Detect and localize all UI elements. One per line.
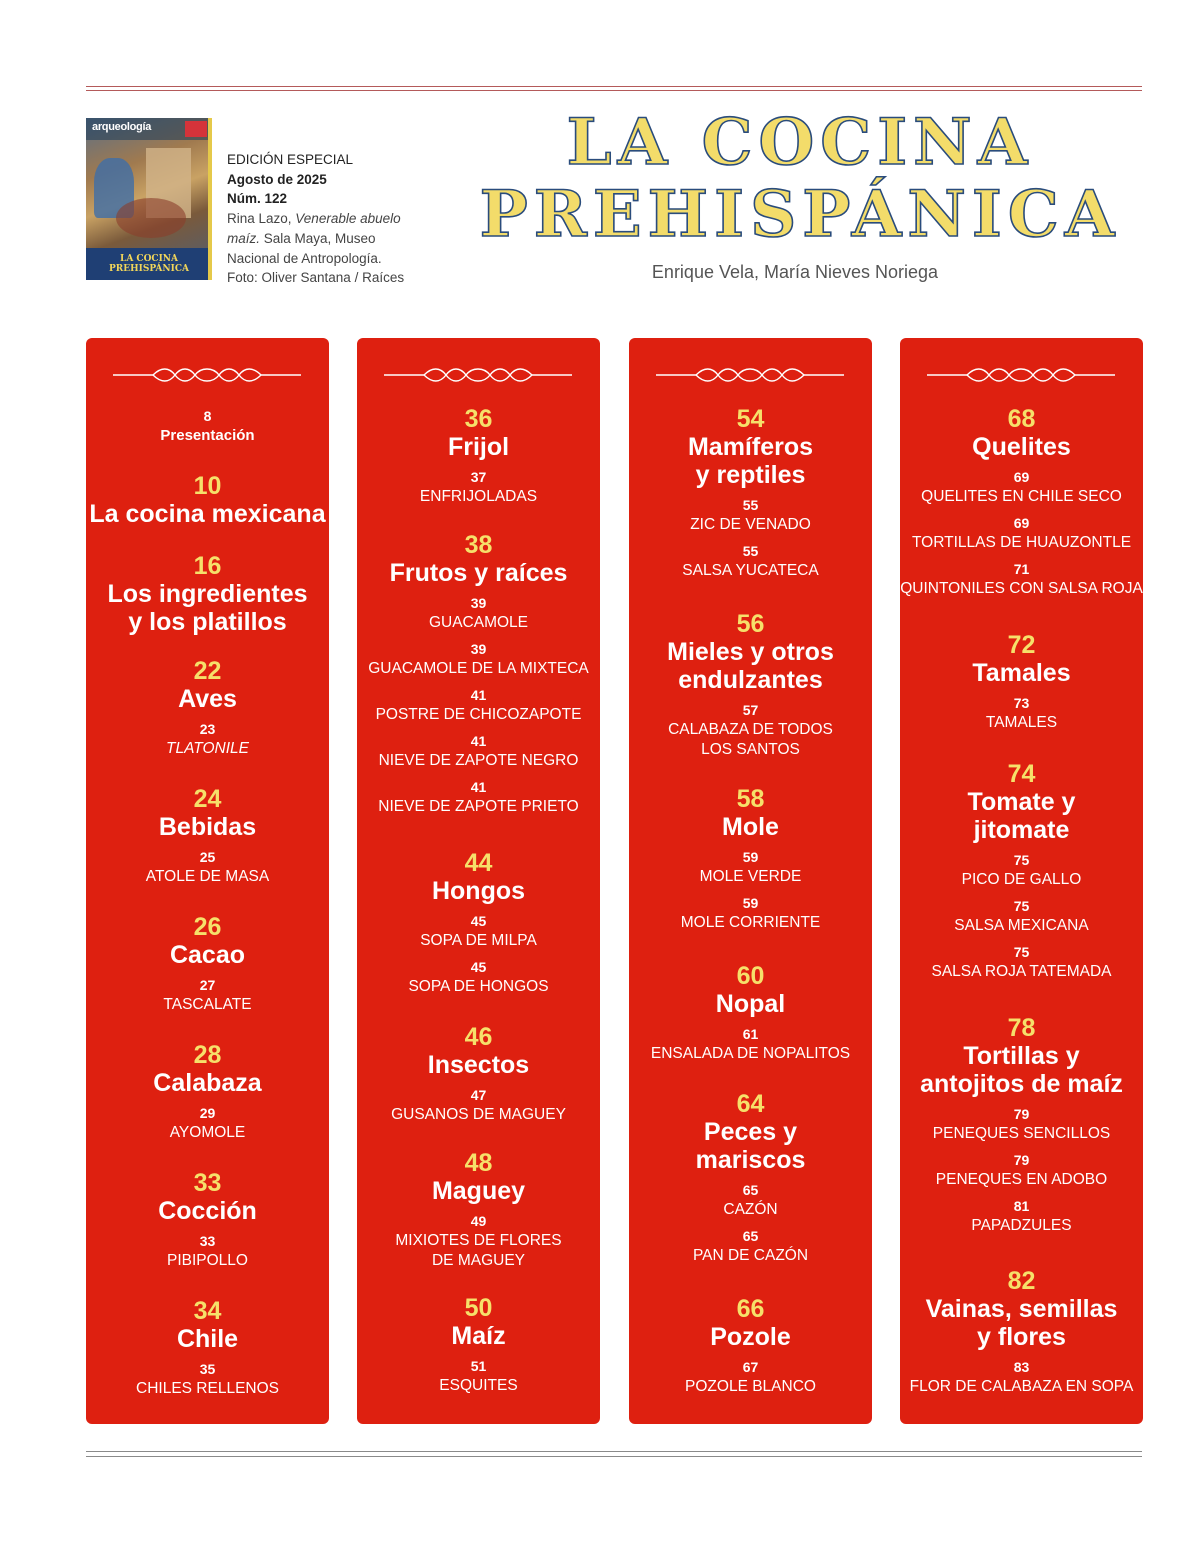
recipe-page-number: 69 (1013, 515, 1030, 531)
section-title: Mamíferos (687, 433, 814, 461)
section-title: Insectos (427, 1051, 530, 1079)
recipe-page-number: 41 (470, 779, 487, 795)
section-entry (629, 611, 872, 760)
recipe-page-number: 59 (742, 849, 759, 865)
section-title: Hongos (431, 877, 526, 905)
section-title: Mole (722, 813, 779, 841)
section-title: Peces y (703, 1118, 798, 1146)
section-page-number: 66 (736, 1295, 765, 1323)
section-entry (86, 1042, 329, 1143)
section-page-number: 44 (464, 849, 493, 877)
ornament-divider (384, 366, 572, 384)
section-title: Calabaza (153, 1069, 262, 1097)
section-title: jitomate (973, 816, 1070, 844)
edition-date: Agosto de 2025 (227, 171, 327, 187)
cover-caption (227, 209, 407, 268)
recipe-title: MOLE CORRIENTE (680, 914, 821, 931)
ornament-divider (927, 366, 1115, 384)
section-page-number: 46 (464, 1023, 493, 1051)
recipe-title: AYOMOLE (169, 1124, 246, 1141)
section-title: Maíz (451, 1322, 506, 1350)
recipe-page-number: 79 (1013, 1152, 1030, 1168)
section-entry (629, 786, 872, 933)
section-page-number: 34 (193, 1297, 222, 1325)
section-title: Nopal (715, 990, 786, 1018)
edition-number: Núm. 122 (227, 191, 288, 207)
recipe-page-number: 55 (742, 543, 759, 559)
section-title: Maguey (431, 1177, 526, 1205)
recipe-page-number: 35 (199, 1361, 216, 1377)
section-entry (900, 406, 1143, 599)
section-page-number: 26 (193, 913, 222, 941)
page-title-line1: LA COCINA (566, 105, 1034, 180)
recipe-page-number: 57 (742, 702, 759, 718)
recipe-page-number: 83 (1013, 1359, 1030, 1375)
cover-edge-strip (208, 118, 212, 280)
section-entry (629, 963, 872, 1064)
recipe-title: CALABAZA DE TODOS LOS SANTOS (668, 721, 833, 758)
section-entry (900, 761, 1143, 982)
cover-masthead-text: arqueología (92, 121, 152, 133)
section-title: Tortillas y (963, 1042, 1080, 1070)
section-title: mariscos (695, 1146, 806, 1174)
section-entry (357, 850, 600, 997)
recipe-title: POSTRE DE CHICOZAPOTE (375, 706, 582, 723)
recipe-title: PAN DE CAZÓN (692, 1247, 809, 1264)
recipe-title: PICO DE GALLO (961, 871, 1082, 888)
recipe-page-number: 23 (199, 721, 216, 737)
cover-title-line2: PREHISPÁNICA (109, 264, 189, 274)
recipe-page-number: 75 (1013, 852, 1030, 868)
recipe-page-number: 61 (742, 1026, 759, 1042)
recipe-page-number: 47 (470, 1087, 487, 1103)
recipe-page-number: 75 (1013, 898, 1030, 914)
section-entry (629, 1091, 872, 1266)
recipe-page-number: 29 (199, 1105, 216, 1121)
recipe-title: PAPADZULES (971, 1217, 1072, 1234)
recipe-page-number: 39 (470, 595, 487, 611)
top-rule (86, 86, 1142, 91)
recipe-page-number: 49 (470, 1213, 487, 1229)
recipe-title: ATOLE DE MASA (145, 868, 270, 885)
recipe-title: GUACAMOLE DE LA MIXTECA (368, 660, 589, 677)
section-title: y reptiles (695, 461, 806, 489)
page-title-line2: PREHISPÁNICA (479, 177, 1121, 252)
recipe-page-number: 69 (1013, 469, 1030, 485)
contents-column (629, 338, 872, 1424)
recipe-page-number: 55 (742, 497, 759, 513)
section-title: Quelites (972, 433, 1071, 461)
recipe-page-number: 71 (1013, 561, 1030, 577)
recipe-page-number: 65 (742, 1228, 759, 1244)
recipe-title: SALSA MEXICANA (954, 917, 1089, 934)
section-entry (86, 1170, 329, 1271)
section-page-number: 78 (1007, 1014, 1036, 1042)
ornament-divider (113, 366, 301, 384)
section-page-number: 56 (736, 610, 765, 638)
recipe-title: NIEVE DE ZAPOTE PRIETO (378, 798, 579, 815)
recipe-title: QUELITES EN CHILE SECO (921, 488, 1122, 505)
caption-photo: Foto: Oliver Santana / Raíces (227, 270, 405, 286)
section-title: Los ingredientes (107, 580, 308, 608)
section-page-number: 10 (193, 472, 222, 500)
section-page-number: 68 (1007, 405, 1036, 433)
section-entry (357, 532, 600, 817)
recipe-page-number: 27 (199, 977, 216, 993)
recipe-page-number: 25 (199, 849, 216, 865)
presentation-entry (86, 406, 329, 446)
recipe-title: SALSA YUCATECA (682, 562, 819, 579)
recipe-title: TASCALATE (163, 996, 252, 1013)
section-page-number: 48 (464, 1149, 493, 1177)
recipe-title: PIBIPOLLO (167, 1252, 248, 1269)
recipe-title: GUSANOS DE MAGUEY (391, 1106, 566, 1123)
recipe-title: CHILES RELLENOS (136, 1380, 279, 1397)
presentation-title: Presentación (160, 427, 255, 444)
section-title: Frijol (447, 433, 510, 461)
recipe-page-number: 33 (199, 1233, 216, 1249)
section-title: endulzantes (678, 666, 823, 694)
section-entry (629, 1296, 872, 1397)
contents-column (900, 338, 1143, 1424)
section-page-number: 38 (464, 531, 493, 559)
bottom-rule (86, 1451, 1142, 1457)
section-entry (357, 406, 600, 507)
recipe-title: MOLE VERDE (699, 868, 802, 885)
caption-work: Venerable abuelo maíz. (227, 211, 401, 246)
recipe-title: ZIC DE VENADO (690, 516, 811, 533)
recipe-page-number: 45 (470, 959, 487, 975)
section-entry (86, 658, 329, 759)
section-page-number: 60 (736, 962, 765, 990)
cover-issue-badge (185, 121, 207, 137)
section-page-number: 50 (464, 1294, 493, 1322)
recipe-title: QUINTONILES CON SALSA ROJA (900, 580, 1143, 597)
section-title: antojitos de maíz (920, 1070, 1123, 1098)
section-entry (86, 553, 329, 636)
recipe-title: SALSA ROJA TATEMADA (931, 963, 1112, 980)
section-page-number: 33 (193, 1169, 222, 1197)
section-page-number: 72 (1007, 631, 1036, 659)
recipe-title: MIXIOTES DE FLORES DE MAGUEY (395, 1232, 562, 1269)
section-title: Vainas, semillas (925, 1295, 1118, 1323)
recipe-title: SOPA DE MILPA (420, 932, 537, 949)
recipe-page-number: 41 (470, 687, 487, 703)
cover-art-pot (116, 198, 186, 238)
section-title: Mieles y otros (667, 638, 834, 666)
section-entry (900, 1268, 1143, 1397)
cover-title-line1: LA COCINA (119, 254, 179, 264)
section-entry (900, 632, 1143, 733)
section-page-number: 22 (193, 657, 222, 685)
section-title: Tomate y (967, 788, 1076, 816)
section-title: y flores (977, 1323, 1066, 1351)
section-title: y los platillos (128, 608, 287, 636)
recipe-title: ENSALADA DE NOPALITOS (650, 1045, 851, 1062)
section-title: Bebidas (158, 813, 257, 841)
recipe-page-number: 37 (470, 469, 487, 485)
contents-column (86, 338, 329, 1424)
section-page-number: 82 (1007, 1267, 1036, 1295)
section-page-number: 58 (736, 785, 765, 813)
recipe-title: TAMALES (985, 714, 1058, 731)
section-page-number: 28 (193, 1041, 222, 1069)
recipe-page-number: 51 (470, 1358, 487, 1374)
cover-credit (227, 150, 407, 288)
recipe-title: ENFRIJOLADAS (419, 488, 538, 505)
recipe-title: TLATONILE (166, 740, 249, 757)
section-entry (86, 786, 329, 887)
section-entry (86, 473, 329, 528)
recipe-page-number: 75 (1013, 944, 1030, 960)
recipe-page-number: 67 (742, 1359, 759, 1375)
authors: Enrique Vela, María Nieves Noriega (651, 262, 939, 282)
recipe-title: ESQUITES (439, 1377, 518, 1394)
section-page-number: 64 (736, 1090, 765, 1118)
contents-column (357, 338, 600, 1424)
recipe-page-number: 45 (470, 913, 487, 929)
recipe-title: FLOR DE CALABAZA EN SOPA (909, 1378, 1134, 1395)
section-entry (900, 1015, 1143, 1236)
recipe-title: PENEQUES SENCILLOS (932, 1125, 1111, 1142)
recipe-page-number: 41 (470, 733, 487, 749)
section-title: Cacao (169, 941, 246, 969)
recipe-title: TORTILLAS DE HUAUZONTLE (911, 534, 1132, 551)
recipe-page-number: 73 (1013, 695, 1030, 711)
section-title: Pozole (710, 1323, 791, 1351)
section-entry (86, 914, 329, 1015)
section-title: Aves (178, 685, 237, 713)
section-page-number: 54 (736, 405, 765, 433)
section-entry (357, 1295, 600, 1396)
recipe-title: GUACAMOLE (428, 614, 529, 631)
recipe-page-number: 59 (742, 895, 759, 911)
section-title: Cocción (158, 1197, 257, 1225)
section-title: Chile (176, 1325, 239, 1353)
recipe-title: CAZÓN (723, 1201, 778, 1218)
section-entry (357, 1150, 600, 1271)
ornament-divider (656, 366, 844, 384)
magazine-cover-image (86, 118, 212, 280)
section-page-number: 36 (464, 405, 493, 433)
recipe-title: PENEQUES EN ADOBO (935, 1171, 1108, 1188)
section-title: La cocina mexicana (89, 500, 326, 528)
recipe-title: SOPA DE HONGOS (408, 978, 549, 995)
section-page-number: 74 (1007, 760, 1036, 788)
recipe-page-number: 81 (1013, 1198, 1030, 1214)
section-page-number: 24 (193, 785, 222, 813)
section-title: Tamales (972, 659, 1071, 687)
section-entry (357, 1024, 600, 1125)
presentation-page: 8 (203, 408, 212, 424)
caption-location: Sala Maya, Museo Nacional de Antropología. (227, 230, 382, 266)
recipe-page-number: 79 (1013, 1106, 1030, 1122)
caption-artist: Rina Lazo, (227, 211, 296, 227)
section-entry (629, 406, 872, 581)
section-title: Frutos y raíces (389, 559, 568, 587)
recipe-title: NIEVE DE ZAPOTE NEGRO (378, 752, 579, 769)
recipe-title: POZOLE BLANCO (685, 1378, 816, 1395)
recipe-page-number: 65 (742, 1182, 759, 1198)
recipe-page-number: 39 (470, 641, 487, 657)
edition-label: EDICIÓN ESPECIAL (227, 152, 354, 167)
section-page-number: 16 (193, 552, 222, 580)
section-entry (86, 1298, 329, 1399)
